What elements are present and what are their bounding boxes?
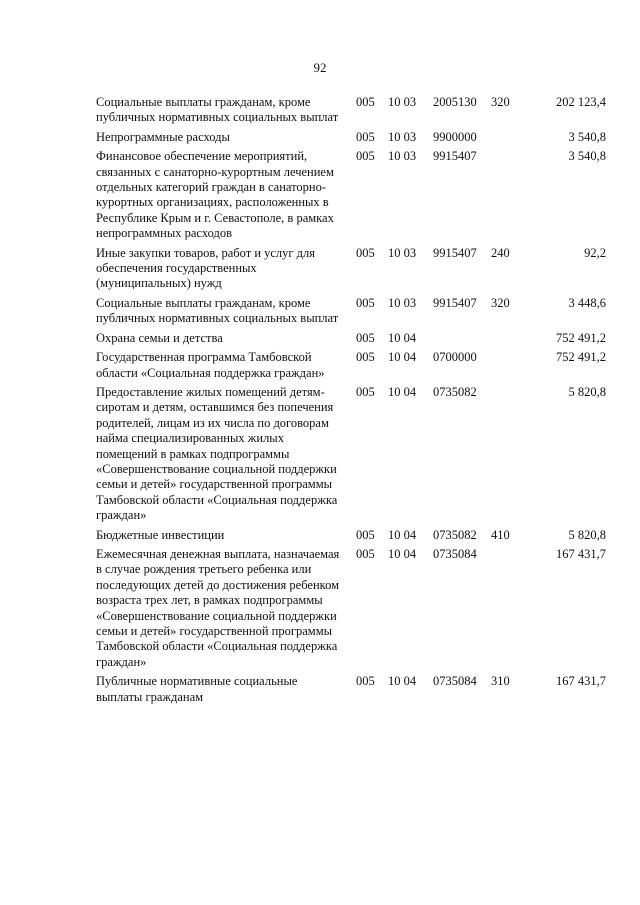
table-row bbox=[96, 350, 606, 381]
row-target-article: 9915407 bbox=[433, 295, 477, 310]
row-expense-type: 320 bbox=[491, 295, 510, 310]
table-row bbox=[96, 149, 606, 241]
row-department-code: 005 bbox=[356, 674, 375, 689]
row-amount: 752 491,2 bbox=[556, 330, 606, 345]
table-row bbox=[96, 130, 606, 145]
row-amount: 752 491,2 bbox=[556, 350, 606, 365]
table-row bbox=[96, 331, 606, 346]
row-amount: 167 431,7 bbox=[556, 546, 606, 561]
row-target-article: 9915407 bbox=[433, 245, 477, 260]
row-section-code: 10 04 bbox=[388, 527, 417, 542]
row-amount: 3 448,6 bbox=[568, 295, 606, 310]
row-description: Бюджетные инвестиции bbox=[96, 527, 225, 542]
row-section-code: 10 04 bbox=[388, 546, 417, 561]
row-department-code: 005 bbox=[356, 95, 375, 109]
row-description: Публичные нормативные социальные выплаты гражданам bbox=[96, 674, 298, 704]
table-row bbox=[96, 528, 606, 543]
row-target-article: 0700000 bbox=[433, 350, 477, 365]
row-department-code: 005 bbox=[356, 527, 375, 542]
row-expense-type: 240 bbox=[491, 245, 510, 260]
row-section-code: 10 03 bbox=[388, 295, 417, 310]
page-number: 92 bbox=[313, 60, 327, 75]
row-target-article: 0735082 bbox=[433, 527, 477, 542]
row-department-code: 005 bbox=[356, 129, 375, 144]
row-section-code: 10 03 bbox=[388, 149, 417, 164]
row-description: Предоставление жилых помещений детям-сиротам и детям, оставшимся без попечения родителей, лицам из их числа по договорам найма специализированных жилых помещений в рамках подпрограммы «Совершенствование социальной поддержки семьи и детей» государственной программы Тамбовской области «Социальная поддержка граждан» bbox=[96, 384, 338, 523]
row-section-code: 10 03 bbox=[388, 95, 417, 109]
row-section-code: 10 04 bbox=[388, 674, 417, 689]
row-department-code: 005 bbox=[356, 330, 375, 345]
row-section-code: 10 04 bbox=[388, 350, 417, 365]
row-amount: 167 431,7 bbox=[556, 674, 606, 689]
row-description: Непрограммные расходы bbox=[96, 129, 230, 144]
table-row bbox=[96, 547, 606, 670]
row-department-code: 005 bbox=[356, 149, 375, 164]
row-expense-type: 410 bbox=[491, 527, 510, 542]
row-target-article: 9900000 bbox=[433, 129, 477, 144]
row-description: Иные закупки товаров, работ и услуг для обеспечения государственных (муниципальных) нужд bbox=[96, 245, 316, 291]
row-target-article: 0735084 bbox=[433, 546, 477, 561]
budget-table bbox=[96, 95, 606, 709]
row-section-code: 10 03 bbox=[388, 129, 417, 144]
row-description: Охрана семьи и детства bbox=[96, 330, 223, 345]
row-department-code: 005 bbox=[356, 295, 375, 310]
table-row bbox=[96, 246, 606, 292]
row-section-code: 10 04 bbox=[388, 384, 417, 399]
row-description: Государственная программа Тамбовской области «Социальная поддержка граждан» bbox=[96, 350, 325, 380]
row-expense-type: 310 bbox=[491, 674, 510, 689]
row-target-article: 0735084 bbox=[433, 674, 477, 689]
table-row bbox=[96, 674, 606, 705]
row-amount: 202 123,4 bbox=[556, 95, 606, 109]
table-row bbox=[96, 385, 606, 524]
row-description: Ежемесячная денежная выплата, назначаемая в случае рождения третьего ребенка или последующих детей до достижения ребенком возраста трех лет, в рамках подпрограммы «Совершенствование социальной поддержки семьи и детей» государственной программы Тамбовской области «Социальная поддержка граждан» bbox=[96, 546, 340, 669]
row-section-code: 10 04 bbox=[388, 330, 417, 345]
row-expense-type: 320 bbox=[491, 95, 510, 109]
row-target-article: 0735082 bbox=[433, 384, 477, 399]
row-section-code: 10 03 bbox=[388, 245, 417, 260]
table-row bbox=[96, 296, 606, 327]
row-amount: 3 540,8 bbox=[568, 149, 606, 164]
row-department-code: 005 bbox=[356, 245, 375, 260]
row-description: Социальные выплаты гражданам, кроме публичных нормативных социальных выплат bbox=[96, 95, 339, 125]
row-amount: 5 820,8 bbox=[568, 384, 606, 399]
row-department-code: 005 bbox=[356, 546, 375, 561]
row-description: Финансовое обеспечение мероприятий, связанных с санаторно-курортным лечением отдельных категорий граждан в санаторно-курортных организациях, расположенных в Республике Крым и г. Севастополе, в рамках непрограммных расходов bbox=[96, 149, 334, 241]
row-department-code: 005 bbox=[356, 350, 375, 365]
row-target-article: 9915407 bbox=[433, 149, 477, 164]
row-amount: 92,2 bbox=[584, 245, 606, 260]
row-target-article: 2005130 bbox=[433, 95, 477, 109]
row-amount: 3 540,8 bbox=[568, 129, 606, 144]
row-department-code: 005 bbox=[356, 384, 375, 399]
row-amount: 5 820,8 bbox=[568, 527, 606, 542]
row-description: Социальные выплаты гражданам, кроме публичных нормативных социальных выплат bbox=[96, 295, 339, 326]
table-row bbox=[96, 95, 606, 126]
